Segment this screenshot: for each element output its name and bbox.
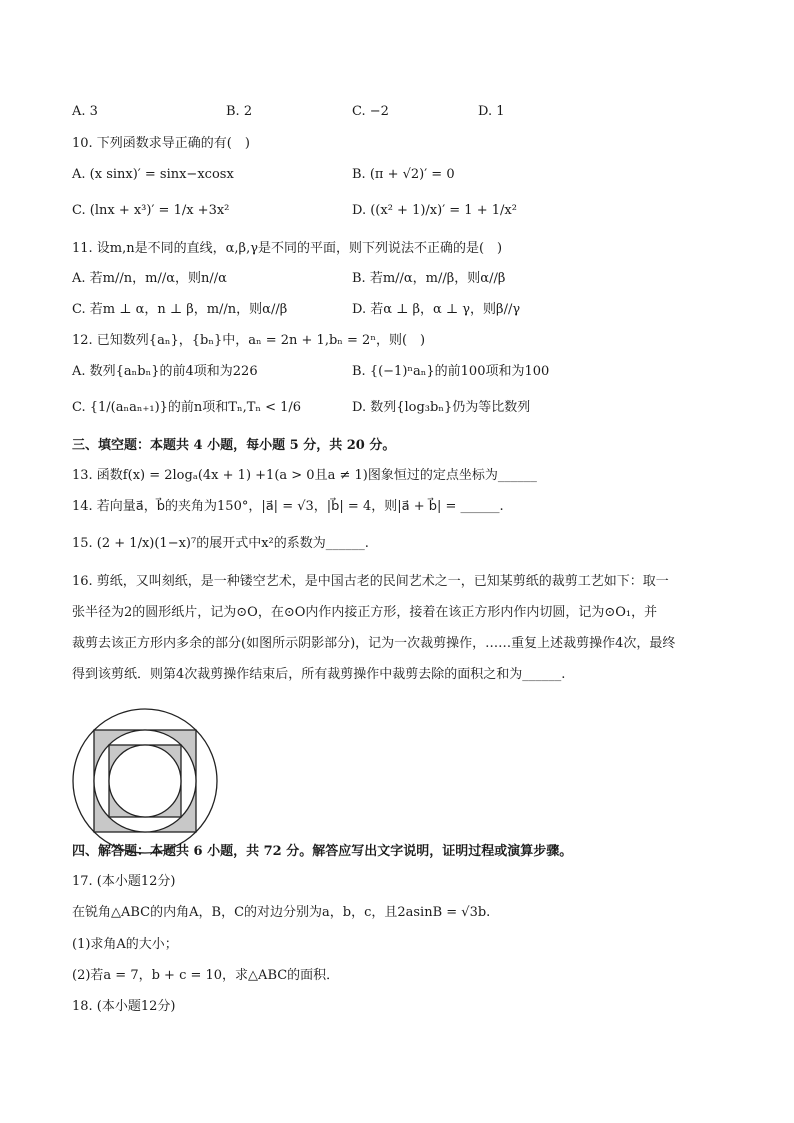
q10-stem: 10. 下列函数求导正确的有( ): [72, 136, 250, 151]
q17-stem: 在锐角△ABC的内角A，B，C的对边分别为a，b，c，且2asinB = √3b.: [72, 905, 491, 920]
q12-option-d: D. 数列{log₃bₙ}仍为等比数列: [352, 400, 531, 415]
q9-option-d: D. 1: [478, 104, 505, 119]
q9-option-c: C. −2: [352, 104, 389, 119]
q16-line: 16. 剪纸，又叫刻纸，是一种镂空艺术，是中国古老的民间艺术之一，已知某剪纸的裁剪工艺如下：取一: [72, 574, 669, 589]
q13: 13. 函数f(x) = 2logₐ(4x + 1) +1(a > 0且a ≠ 1)图象恒过的定点坐标为______: [72, 468, 537, 483]
q16-line: 裁剪去该正方形内多余的部分(如图所示阴影部分)，记为一次裁剪操作，……重复上述裁剪操作4次，最终: [72, 636, 676, 651]
q17-heading: 17. (本小题12分): [72, 874, 176, 889]
q12-option-c: C. {1/(aₙaₙ₊₁)}的前n项和Tₙ,Tₙ < 1/6: [72, 400, 302, 415]
q10-option-c: C. (lnx + x³)′ = 1/x +3x²: [72, 203, 230, 218]
paper-cut-figure: [70, 706, 220, 856]
q10-option-d: D. ((x² + 1)/x)′ = 1 + 1/x²: [352, 203, 517, 218]
q16-line: 张半径为2的圆形纸片，记为⊙O，在⊙O内作内接正方形，接着在该正方形内作内切圆，记为⊙O₁，并: [72, 605, 658, 620]
q11-stem: 11. 设m,n是不同的直线，α,β,γ是不同的平面，则下列说法不正确的是( ): [72, 241, 503, 256]
q16-paragraph: [72, 566, 722, 690]
q11-option-c: C. 若m ⊥ α，n ⊥ β，m//n，则α//β: [72, 302, 288, 317]
q14: 14. 若向量a⃗，b⃗的夹角为150°，|a⃗| = √3，|b⃗| = 4，则|a⃗ + b⃗| = ______.: [72, 499, 504, 514]
q11-option-d: D. 若α ⊥ β，α ⊥ γ，则β//γ: [352, 302, 521, 317]
q16-line: 得到该剪纸．则第4次裁剪操作结束后，所有裁剪操作中裁剪去除的面积之和为______.: [72, 667, 566, 682]
section-4-heading: 四、解答题：本题共 6 小题，共 72 分。解答应写出文字说明，证明过程或演算步骤。: [72, 844, 573, 859]
q11-option-a: A. 若m//n，m//α，则n//α: [72, 271, 227, 286]
q15: 15. (2 + 1/x)(1−x)⁷的展开式中x²的系数为______.: [72, 536, 369, 551]
section-3-heading: 三、填空题：本题共 4 小题，每小题 5 分，共 20 分。: [72, 438, 396, 453]
q12-option-b: B. {(−1)ⁿaₙ}的前100项和为100: [352, 364, 550, 379]
q12-stem: 12. 已知数列{aₙ}，{bₙ}中，aₙ = 2n + 1,bₙ = 2ⁿ，则( ): [72, 333, 426, 348]
q10-option-b: B. (π + √2)′ = 0: [352, 167, 455, 182]
q17-part-1: (1)求角A的大小；: [72, 937, 178, 952]
q12-option-a: A. 数列{aₙbₙ}的前4项和为226: [72, 364, 258, 379]
q10-option-a: A. (x sinx)′ = sinx−xcosx: [72, 167, 234, 182]
innermost-circle: [109, 745, 181, 817]
q9-option-b: B. 2: [226, 104, 253, 119]
q18-heading: 18. (本小题12分): [72, 999, 176, 1014]
q9-option-a: A. 3: [72, 104, 98, 119]
q11-option-b: B. 若m//α，m//β，则α//β: [352, 271, 506, 286]
q17-part-2: (2)若a = 7，b + c = 10，求△ABC的面积．: [72, 968, 340, 983]
